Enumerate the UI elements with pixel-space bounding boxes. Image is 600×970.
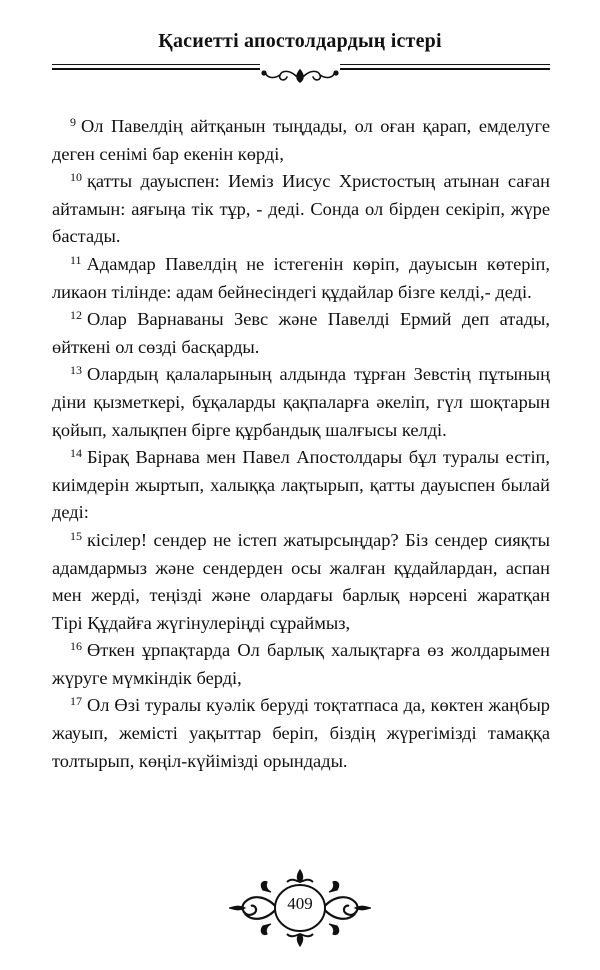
page-number: 409 — [287, 894, 313, 913]
verse-text: кісілер! сендер не істеп жатырсыңдар? Біз сендер сияқты адамдармыз және сендерден осы жалған құдайлардан, аспан мен жерді, теңізді және олардағы барлық нәрсені жаратқан Тірі Құдайға жүгінулеріңді сұраймыз, — [52, 529, 550, 633]
verse-text: Адамдар Павелдің не істегенін көріп, дауысын көтеріп, ликаон тілінде: адам бейнесіндегі құдайлар бізге келді,- деді. — [52, 253, 550, 302]
verse — [52, 637, 550, 692]
verse-number: 12 — [70, 308, 82, 323]
verse-text: Бірақ Варнава мен Павел Апостолдары бұл туралы естіп, киімдерін жыртып, халыққа лақтырып, қатты дауыспен былай деді: — [52, 447, 550, 523]
verse — [52, 527, 550, 637]
verse-number: 17 — [70, 694, 82, 709]
verse-number: 14 — [70, 446, 82, 461]
verse-text: Олардың қалаларының алдында тұрған Зевстің пұтының діни қызметкері, бұқаларды қақпаларға әкеліп, гүл шоқтарын қойып, халықпен бірге құрбандық шалғысы келді. — [52, 364, 550, 440]
verse — [52, 692, 550, 775]
verse-number: 11 — [70, 252, 82, 267]
verse — [52, 113, 550, 168]
verse-number: 10 — [70, 170, 82, 185]
verse-number: 15 — [70, 528, 82, 543]
verse-text: Ол Павелдің айтқанын тыңдады, ол оған қарап, емделуге деген сенімі бар екенін көрді, — [52, 116, 550, 164]
verse-text: қатты дауыспен: Иеміз Иисус Христостың атынан саған айтамын: аяғыңа тік тұр, - деді. Сонда ол бірден секіріп, жүре бастады. — [52, 171, 550, 247]
verse-number: 13 — [70, 363, 82, 378]
verse — [52, 444, 550, 527]
verse — [52, 251, 550, 306]
verse — [52, 306, 550, 361]
verse-number: 9 — [70, 115, 76, 129]
verse — [52, 168, 550, 251]
ornament-scroll-icon — [260, 64, 340, 86]
running-header-title: Қасиетті апостолдардың істері — [158, 30, 442, 52]
verse-text: Ол Өзі туралы куәлік беруді тоқтатпаса да, көктен жаңбыр жауып, жемісті уақыттар беріп, біздің жүрегімізді тамаққа толтырып, көңіл-күйімізді орындады. — [52, 695, 550, 771]
verses-body — [52, 113, 550, 775]
verse-text: Өткен ұрпақтарда Ол барлық халықтарға өз жолдарымен жүруге мүмкіндік берді, — [52, 640, 550, 688]
verse — [52, 361, 550, 444]
verse-text: Олар Варнаваны Зевс және Павелді Ермий деп атады, өйткені ол сөзді басқарды. — [52, 309, 550, 357]
verse-number: 16 — [70, 639, 82, 654]
